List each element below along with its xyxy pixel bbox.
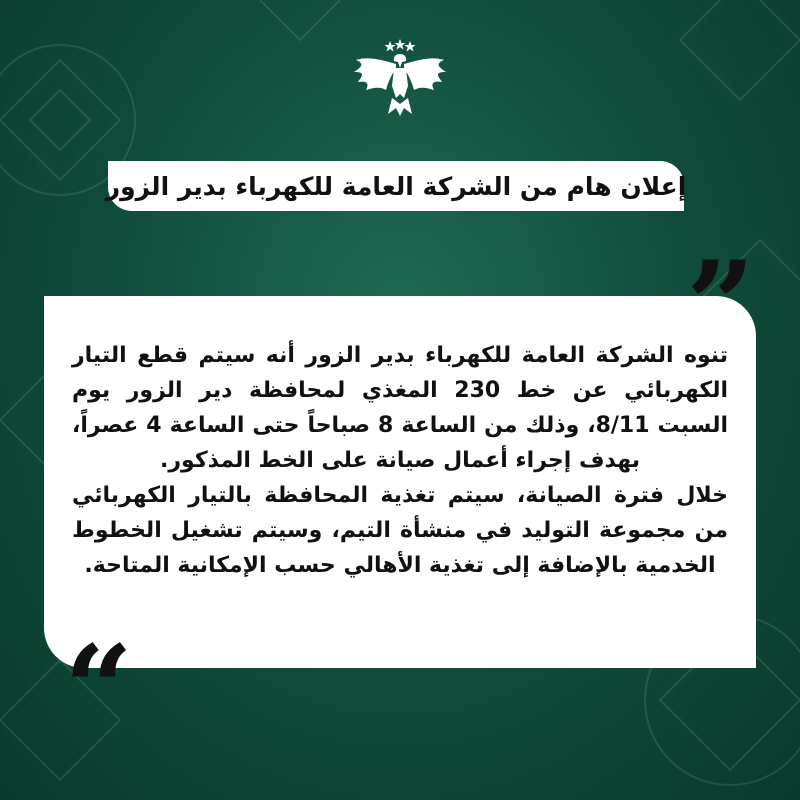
announcement-body — [72, 338, 728, 583]
opening-quote-icon: “ — [64, 619, 134, 760]
announcement-title: إعلان هام من الشركة العامة للكهرباء بدير الزور — [105, 171, 687, 201]
closing-quote-icon: ” — [686, 235, 756, 376]
announcement-paragraph-2: خلال فترة الصيانة، سيتم تغذية المحافظة بالتيار الكهربائي من مجموعة التوليد في منشأة التيم، وسيتم تشغيل الخطوط الخدمية بالإضافة إلى تغذية الأهالي حسب الإمكانية المتاحة. — [72, 483, 728, 578]
title-banner — [105, 161, 687, 211]
eagle-emblem-icon — [352, 38, 448, 118]
announcement-paragraph-1: تنوه الشركة العامة للكهرباء بدير الزور أنه سيتم قطع التيار الكهربائي عن خط 230 المغذي لمحافظة دير الزور يوم السبت 8/11، وذلك من الساعة 8 صباحاً حتى الساعة 4 عصراً، بهدف إجراء أعمال صيانة على الخط المذكور. — [72, 343, 729, 473]
announcement-card — [44, 296, 756, 668]
